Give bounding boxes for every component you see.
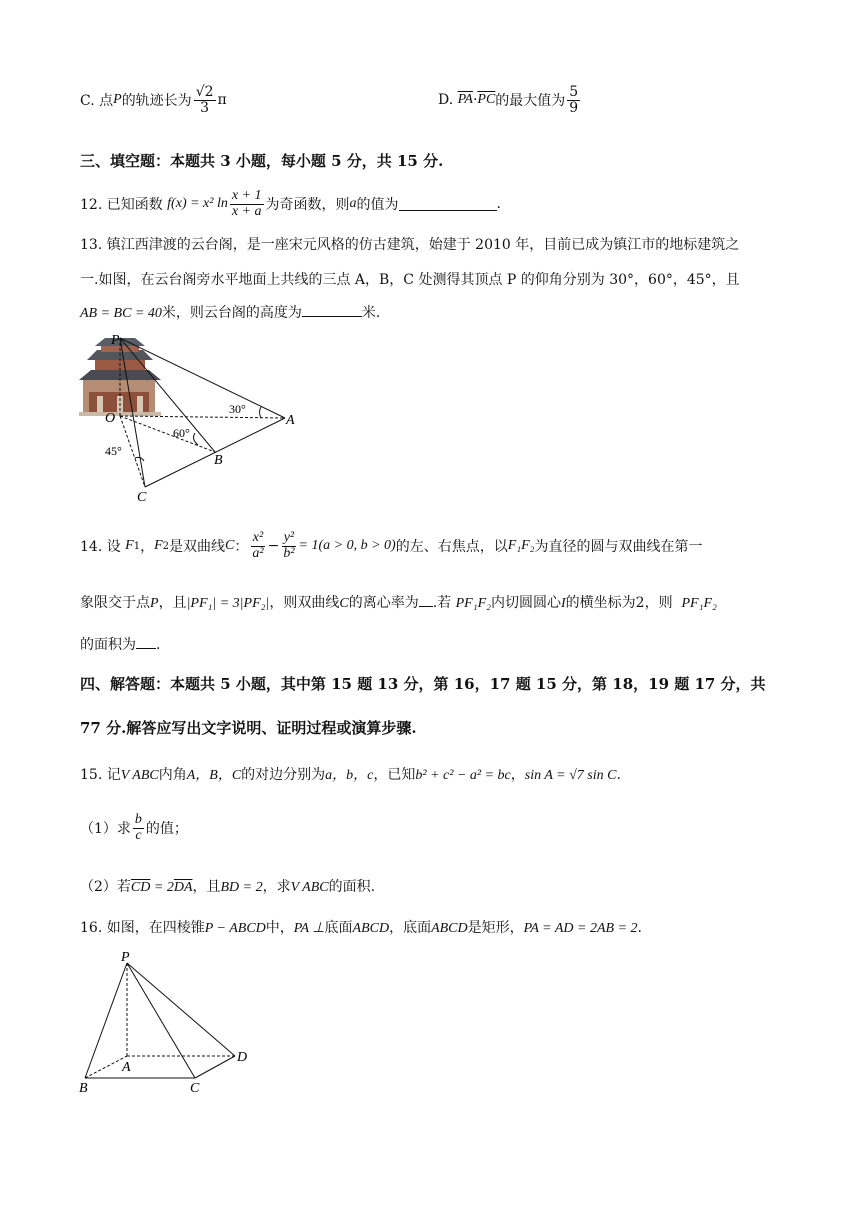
question-15-part-1: （1）求 $\frac{b}{c}$ 的值；	[80, 811, 188, 843]
q12-fraction: $\frac{x + 1}{x + a}$	[231, 187, 262, 219]
edge-CD	[195, 1056, 235, 1078]
question-13-line-1: 13. 镇江西津渡的云台阁，是一座宋元风格的仿古建筑，始建于 2010 年，目前已成为镇江市的地标建筑之	[80, 237, 740, 253]
question-15-part-2: （2）若$\overline{CD} = 2\overline{DA}$，且BD = 2，求V ABC的面积.	[80, 879, 376, 895]
answer-blank-13	[302, 304, 362, 317]
figure-16-diagram	[75, 945, 260, 1100]
option-d: D. $\overline{PA}$ · $\overline{PC}$ 的最大值为 $\frac{5}{9}$	[438, 83, 579, 116]
label-P: P	[121, 950, 130, 965]
option-d-label: D.	[438, 92, 454, 108]
question-14-line-1: 14. 设 F 1 ， F 2 是双曲线 C ： $\frac{\text{x²}}{\text{a²}}$ − $\frac{\text{y²}}{\text{b²}}$ = 1(a > 0, b > 0) 的左、右焦点，以 F₁F₂ 为直径的圆与双曲线在第一	[80, 529, 703, 561]
arc-45	[135, 457, 144, 461]
figure-13-diagram	[75, 330, 305, 510]
option-c-label: C. 点	[80, 93, 114, 109]
answer-blank-14b	[136, 636, 156, 649]
answer-blank-12	[399, 198, 497, 211]
label-A: A	[122, 1060, 131, 1075]
arc-30	[260, 407, 262, 418]
label-O: O	[105, 411, 116, 426]
label-C: C	[137, 490, 147, 505]
angle-label-45: 45°	[105, 444, 122, 458]
question-14-line-2: 象限交于点P，且|PF₁| = 3|PF₂|，则双曲线C的离心率为 .若 PF₁F₂内切圆圆心I的横坐标为2，则 PF₁F₂	[80, 595, 717, 611]
label-B: B	[214, 453, 223, 468]
label-A: A	[286, 413, 295, 428]
question-16: 16. 如图，在四棱锥P − ABCD中，PA ⊥底面ABCD，底面ABCD是矩形，PA = AD = 2AB = 2.	[80, 920, 642, 936]
question-13-line-3: AB = BC = 40米，则云台阁的高度为 米.	[80, 305, 381, 321]
label-B: B	[79, 1081, 88, 1096]
edge-PD	[127, 963, 235, 1056]
angle-label-30: 30°	[229, 402, 246, 416]
question-12: 12. 已知函数 f(x) = x² ln $\frac{x + 1}{x + a}$ 为奇函数，则 a 的值为 .	[80, 187, 501, 219]
label-D: D	[237, 1050, 248, 1065]
option-c-fraction: $\frac{√2}{3}$	[195, 83, 214, 116]
section-3-heading: 三、填空题：本题共 3 小题，每小题 5 分，共 15 分.	[80, 152, 444, 170]
arc-60	[194, 433, 198, 445]
question-15: 15. 记V ABC内角A，B，C的对边分别为a，b，c，已知b² + c² − a² = bc，sin A = √7 sin C.	[80, 767, 621, 783]
edge-PC	[127, 963, 195, 1078]
edge-PB	[85, 963, 127, 1078]
question-13-line-2: 一.如图，在云台阁旁水平地面上共线的三点 A，B，C 处测得其顶点 P 的仰角分别为 30°，60°，45°，且	[80, 272, 740, 288]
answer-blank-14a	[419, 594, 433, 607]
angle-label-60: 60°	[173, 426, 190, 440]
section-4-heading-line-2: 77 分.解答应写出文字说明、证明过程或演算步骤.	[80, 719, 417, 737]
label-C: C	[190, 1081, 200, 1096]
option-d-fraction: $\frac{5}{9}$	[569, 83, 579, 116]
q15-fraction: $\frac{b}{c}$	[134, 811, 142, 843]
line-OB	[120, 416, 215, 452]
section-4-heading-line-1: 四、解答题：本题共 5 小题，其中第 15 题 13 分，第 16，17 题 15 分，第 18，19 题 17 分，共	[80, 675, 766, 693]
option-c: C. 点 P 的轨迹长为 $\frac{√2}{3}$ π	[80, 83, 227, 116]
line-OC	[120, 416, 145, 487]
label-P: P	[111, 333, 120, 348]
question-14-line-3: 的面积为 .	[80, 637, 161, 653]
